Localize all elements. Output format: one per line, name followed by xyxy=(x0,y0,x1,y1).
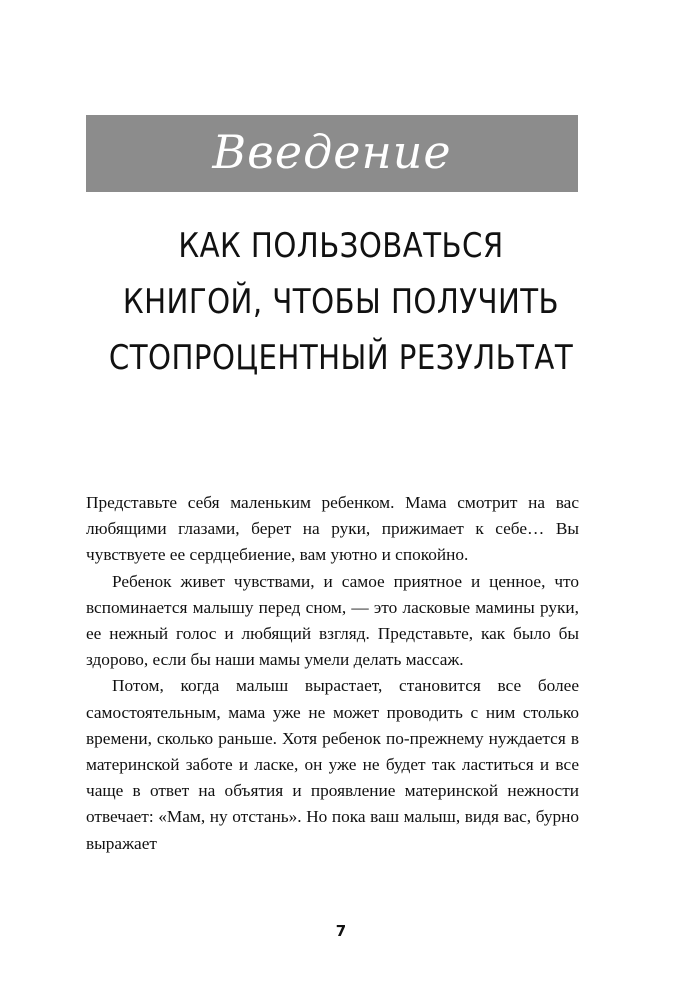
body-text xyxy=(86,490,579,857)
chapter-title-line-3: СТОПРОЦЕНТНЫЙ РЕЗУЛЬТАТ xyxy=(108,338,574,378)
chapter-title-line-1: КАК ПОЛЬЗОВАТЬСЯ xyxy=(178,226,504,266)
paragraph-1: Представьте себя маленьким ребенком. Мама смотрит на вас любящими глазами, берет на руки, прижимает к себе… Вы чувствуете ее сердцебиение, вам уютно и спокойно. xyxy=(86,493,579,565)
chapter-title-line-2: КНИГОЙ, ЧТОБЫ ПОЛУЧИТЬ xyxy=(122,282,560,322)
page-number: 7 xyxy=(335,922,347,940)
chapter-banner-label: Введение xyxy=(212,124,452,179)
paragraph-3: Потом, когда малыш вырастает, становится все более самостоятельным, мама уже не может проводить с ним столько времени, сколько раньше. Хотя ребенок по-прежнему нуждается в материнской заботе и ласке, он уже не будет так ластиться и все чаще в ответ на объятия и проявление материнской нежности отвечает: «Мам, ну отстань». Но пока ваш малыш, видя вас, бурно выражает xyxy=(86,676,579,853)
paragraph-2: Ребенок живет чувствами, и самое приятное и ценное, что вспоминается малышу перед сном, — это ласковые мамины руки, ее нежный голос и любящий взгляд. Представьте, как было бы здорово, если бы наши мамы умели делать массаж. xyxy=(86,571,579,670)
chapter-title xyxy=(40,218,642,386)
chapter-banner xyxy=(86,115,578,192)
